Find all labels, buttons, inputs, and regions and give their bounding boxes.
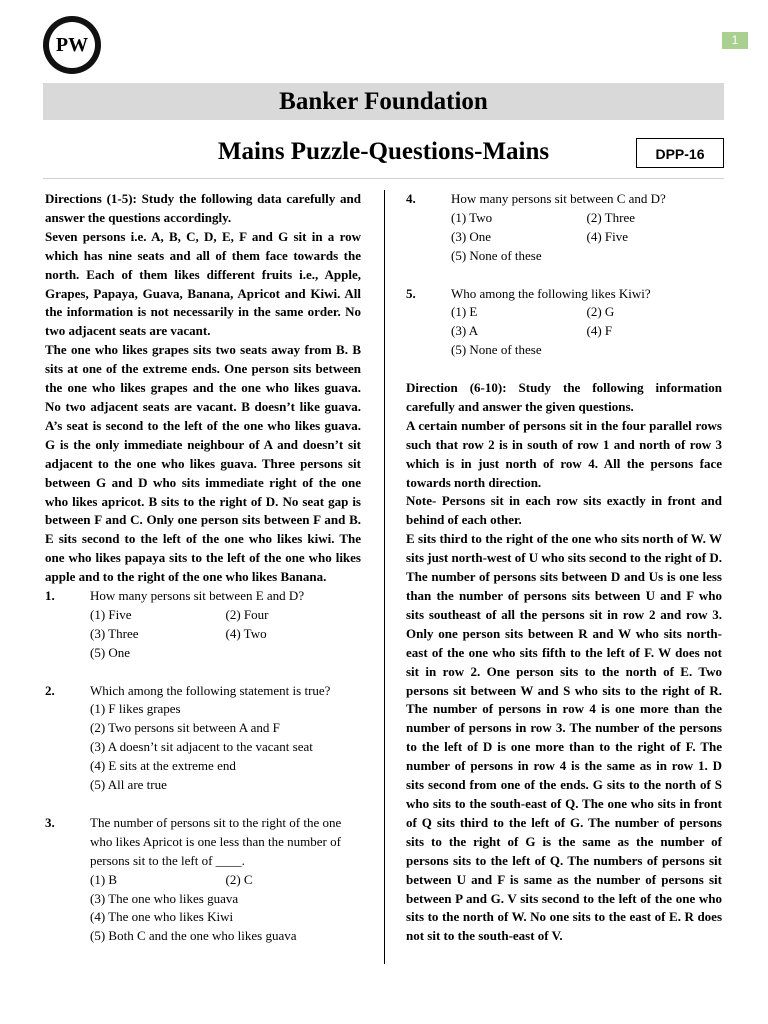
question-4 (406, 190, 722, 266)
option: (3) A doesn’t sit adjacent to the vacant seat (90, 739, 313, 755)
question-1 (45, 587, 361, 663)
options (451, 303, 722, 360)
question-number: 4. (406, 191, 416, 206)
puzzle-clues-1-5: The one who likes grapes sits two seats away from B. B sits at one of the extreme ends. One person sits between the one who likes grapes and the one who likes guava. No two adjacent seats are vacant. B doesn’t like guava. A’s seat is second to the left of the one who likes guava. G is the only immediate neighbour of A and doesn’t sit adjacent to the one who likes guava. Three persons sit between G and D who sits immediate right of the one who likes apricot. B sits to the right of D. No seat gap is between F and C. Only one person sits between F and B. E sits second to the left of the one who likes kiwi. The one who likes papaya sits to the left of the one who likes apple and to the right of the one who likes Banana. (45, 342, 361, 585)
option: (1) B (90, 871, 118, 887)
question-number: 5. (406, 285, 416, 301)
option: (1) Two (451, 209, 493, 225)
option: (1) F likes grapes (90, 701, 181, 717)
option: (4) F (586, 323, 613, 339)
option: (2) Two persons sit between A and F (90, 720, 280, 736)
question-text: The number of persons sit to the right of the one who likes Apricot is one less than the number of persons sit to the left of ____. (90, 814, 342, 868)
option: (5) One (90, 644, 131, 660)
page-subtitle: Mains Puzzle-Questions-Mains (217, 138, 550, 165)
option: (2) Four (225, 606, 269, 622)
question-number: 2. (45, 682, 55, 698)
question-text: Which among the following statement is true? (90, 682, 331, 698)
option: (2) G (586, 304, 615, 320)
option: (5) All are true (90, 777, 167, 793)
option: (3) One (451, 228, 492, 244)
option: (1) Five (90, 606, 132, 622)
column-divider (384, 190, 385, 964)
header-separator (43, 178, 724, 179)
option: (2) Three (586, 209, 635, 225)
puzzle-setup-6-10: A certain number of persons sit in the four parallel rows such that row 2 is in south of row 1 and north of row 3 which is in just north of row 4. All the persons face towards north direction. (406, 417, 722, 490)
option: (4) Two (225, 625, 267, 641)
pw-logo (43, 16, 101, 74)
question-number: 1. (45, 588, 55, 604)
option: (4) E sits at the extreme end (90, 758, 236, 774)
question-2 (45, 682, 361, 795)
option: (5) None of these (451, 247, 542, 263)
left-column (45, 190, 361, 946)
options (451, 209, 722, 266)
right-column (406, 190, 722, 946)
question-5 (406, 285, 722, 361)
page-title: Banker Foundation (43, 83, 724, 120)
option: (3) The one who likes guava (90, 890, 239, 906)
option: (4) The one who likes Kiwi (90, 909, 234, 925)
option: (5) None of these (451, 342, 542, 358)
option: (3) A (451, 323, 479, 339)
puzzle-clues-6-10: E sits third to the right of the one who sits north of W. W sits just north-west of U who sits second to the right of D. The number of persons sits between D and Us is one less than the number of persons sits between U and F who sits southeast of all the persons sit in row 2 and row 3. Only one person sits between R and W who sits north-east of the one who sits fifth to the left of F. W does not sit in row 2. One person sits to the north of E. Two persons sit between W and S who sits to the right of R. The number of persons in row 4 is one more than the number of persons in row 3. The number of the persons to the left of D is one more than to the right of F. The number of persons in row 4 is the same as in row 1. D sits second from one of the ends. G sits to the north of S who sits to the south-east of Q. The one who sits in front of Q sits third to the left of G. The number of persons sits to the right of G is the same as the number of persons sits to the left of Q. The numbers of persons sit between U and F is same as the number of persons sit between P and G. V sits second to the left of the one who sits to the north of W. No one sits to the east of E. R does not sit to the south-east of V. (406, 531, 722, 944)
options (90, 700, 361, 795)
options (90, 871, 361, 947)
dpp-badge: DPP-16 (636, 138, 724, 168)
option: (3) Three (90, 625, 139, 641)
directions-6-10: Direction (6-10): Study the following information carefully and answer the given questions. (406, 380, 722, 414)
puzzle-setup-1-5: Seven persons i.e. A, B, C, D, E, F and G sit in a row which has nine seats and all of them face towards the north. Each of them likes different fruits i.e., Apple, Grapes, Papaya, Guava, Banana, Apricot and Kiwi. All the information is not necessarily in the same order. No two adjacent seats are vacant. (45, 228, 361, 339)
pw-logo-text: PW (55, 33, 89, 56)
option: (5) Both C and the one who likes guava (90, 928, 297, 944)
option: (4) Five (586, 228, 629, 244)
directions-1-5: Directions (1-5): Study the following data carefully and answer the questions accordingly. (45, 191, 361, 225)
question-number: 3. (45, 814, 55, 830)
question-text: Who among the following likes Kiwi? (451, 285, 651, 301)
question-3 (45, 814, 361, 946)
pw-logo-mark (49, 22, 95, 68)
option: (2) C (225, 871, 253, 887)
question-text: How many persons sit between E and D? (90, 588, 305, 604)
question-text: How many persons sit between C and D? (451, 191, 666, 206)
option: (1) E (451, 304, 478, 320)
options (90, 606, 361, 663)
page-number: 1 (722, 32, 748, 49)
puzzle-note: Note- Persons sit in each row sits exactly in front and behind of each other. (406, 493, 722, 528)
